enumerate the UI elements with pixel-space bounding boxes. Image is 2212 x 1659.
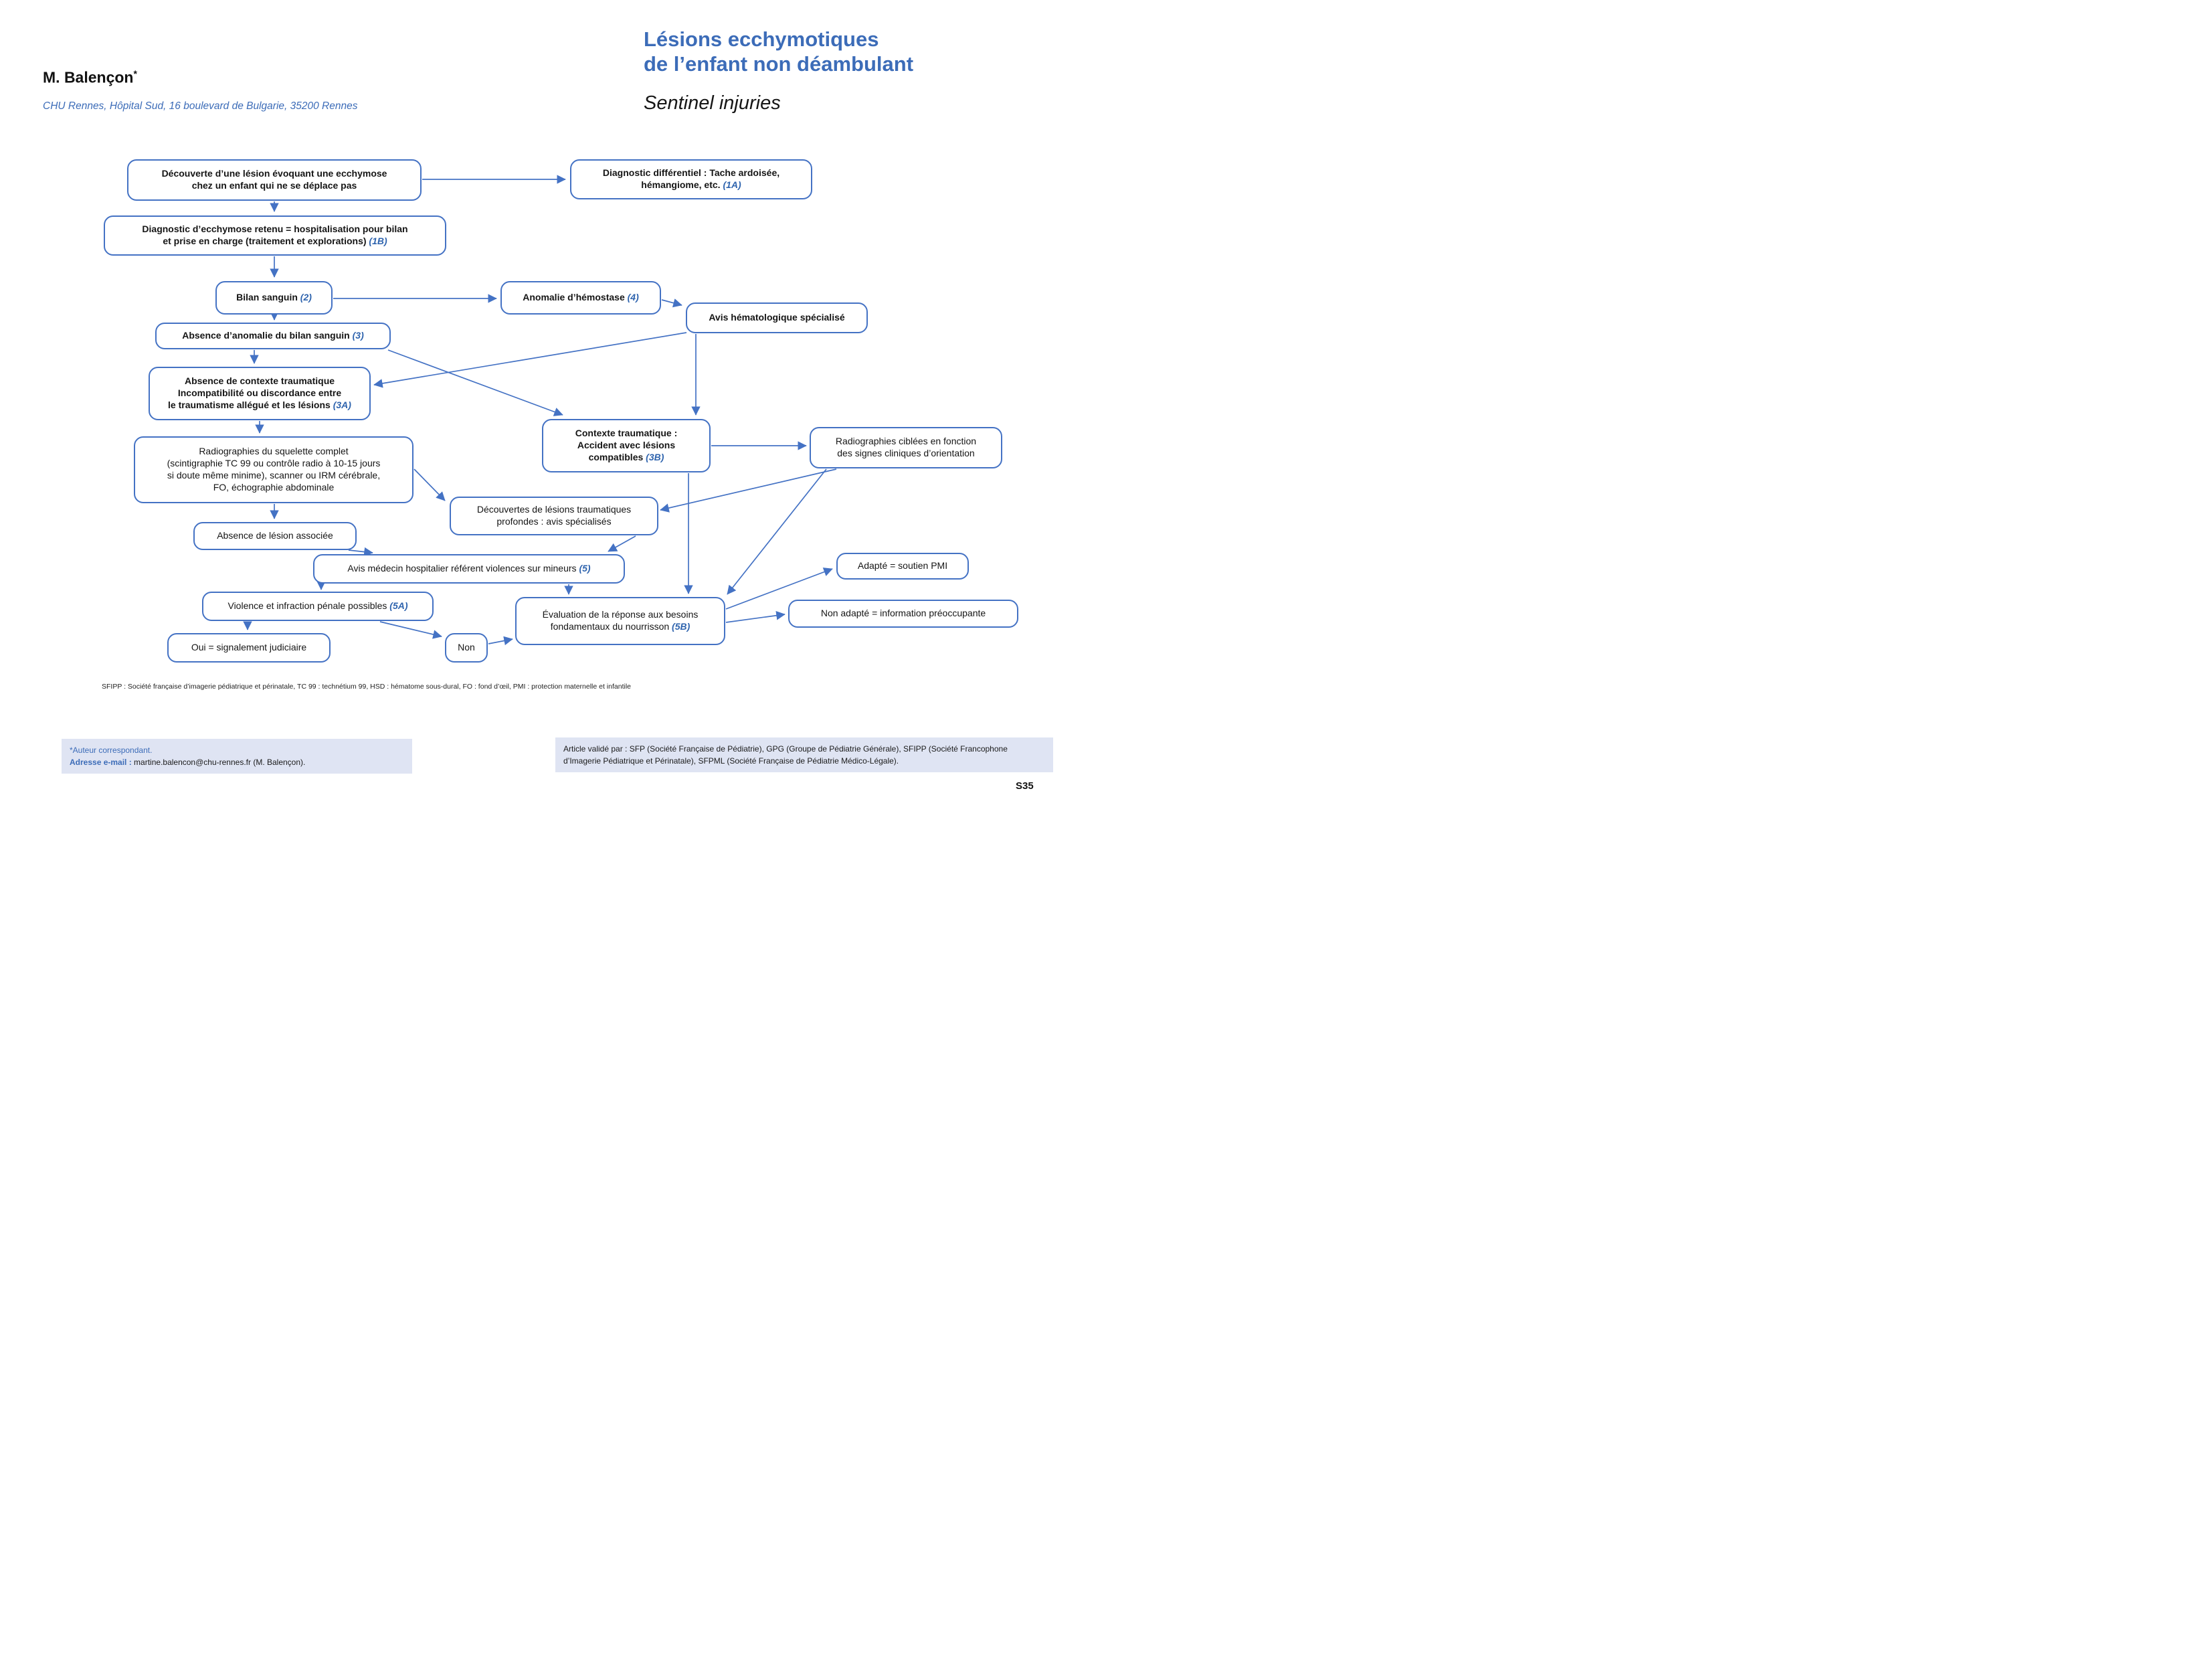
node-adapte-soutien-pmi bbox=[836, 553, 969, 580]
author-affiliation: CHU Rennes, Hôpital Sud, 16 boulevard de Bulgarie, 35200 Rennes bbox=[43, 100, 358, 112]
node-radiographies-ciblees bbox=[810, 427, 1002, 468]
node-label: Non bbox=[458, 642, 475, 653]
node-decouvertes-lesions-profondes bbox=[450, 497, 658, 535]
title-line2: de l’enfant non déambulant bbox=[644, 52, 914, 76]
node-label: Absence d’anomalie du bilan sanguin (3) bbox=[182, 330, 364, 341]
node-label: Adapté = soutien PMI bbox=[857, 560, 948, 572]
node-absence-contexte-traumatique bbox=[149, 367, 371, 420]
node-avis-hematologique bbox=[686, 302, 868, 333]
author-text: M. Balençon bbox=[43, 68, 134, 86]
node-label: Avis médecin hospitalier référent violences sur mineurs (5) bbox=[347, 563, 591, 574]
page-number: S35 bbox=[1016, 780, 1034, 792]
node-label: Absence de contexte traumatique Incompatibilité ou discordance entre le traumatisme allégué et les lésions (3A) bbox=[168, 375, 351, 410]
arrow-absence-anomalie-to-contexte bbox=[388, 350, 563, 415]
node-label: Diagnostic d’ecchymose retenu = hospitalisation pour bilan et prise en charge (traitement et explorations) (1B) bbox=[142, 224, 408, 246]
arrow-absence-lesion-to-avis-medecin bbox=[349, 550, 373, 553]
arrow-evaluation-to-nonadapte bbox=[726, 614, 785, 622]
author-name bbox=[43, 68, 137, 87]
arrow-violence-to-non bbox=[380, 622, 442, 636]
page-title bbox=[644, 27, 913, 76]
node-label: Découverte d’une lésion évoquant une ecchymose chez un enfant qui ne se déplace pas bbox=[161, 168, 387, 191]
abbreviations-footnote: SFIPP : Société française d’imagerie pédiatrique et périnatale, TC 99 : technétium 99, HSD : hématome sous-dural, FO : fond d’œil, PMI : protection maternelle et infantile bbox=[102, 683, 631, 691]
arrow-avis-hemato-to-absence-contexte bbox=[374, 333, 686, 385]
email-text: martine.balencon@chu-rennes.fr (M. Balençon). bbox=[131, 758, 306, 767]
node-label: Avis hématologique spécialisé bbox=[709, 312, 845, 323]
author-asterisk: * bbox=[133, 68, 137, 79]
node-non bbox=[445, 633, 488, 663]
node-label: Radiographies ciblées en fonction des signes cliniques d’orientation bbox=[835, 436, 977, 458]
arrow-ciblees-to-evaluation bbox=[727, 469, 826, 594]
node-oui-signalement bbox=[167, 633, 331, 663]
email-line: Adresse e-mail : martine.balencon@chu-rennes.fr (M. Balençon). bbox=[70, 758, 306, 767]
node-diagnostic-retenu bbox=[104, 215, 446, 256]
node-radiographies-squelette bbox=[134, 436, 413, 503]
node-decouverte-lesion bbox=[127, 159, 422, 201]
page-subtitle: Sentinel injuries bbox=[644, 92, 781, 114]
title-line1: Lésions ecchymotiques bbox=[644, 27, 879, 51]
node-label: Bilan sanguin (2) bbox=[236, 292, 312, 303]
node-violence-infraction bbox=[202, 592, 434, 621]
arrow-non-to-evaluation bbox=[488, 639, 513, 644]
node-contexte-traumatique bbox=[542, 419, 711, 472]
node-absence-anomalie-bilan bbox=[155, 323, 391, 349]
node-label: Radiographies du squelette complet (scintigraphie TC 99 ou contrôle radio à 10-15 jours si doute même minime), scanner ou IRM cérébrale, FO, échographie abdominale bbox=[167, 446, 381, 493]
node-label: Anomalie d’hémostase (4) bbox=[523, 292, 639, 303]
node-label: Découvertes de lésions traumatiques profondes : avis spécialisés bbox=[476, 504, 632, 527]
node-anomalie-hemostase bbox=[500, 281, 661, 315]
node-evaluation-besoins bbox=[515, 597, 725, 645]
node-non-adapte-information bbox=[788, 600, 1018, 628]
node-diagnostic-differentiel bbox=[570, 159, 812, 199]
node-label: Non adapté = information préoccupante bbox=[820, 608, 986, 619]
node-label: Diagnostic différentiel : Tache ardoisée, hémangiome, etc. (1A) bbox=[602, 167, 780, 190]
node-label: Oui = signalement judiciaire bbox=[191, 642, 307, 653]
arrow-anomalie-to-avis-hemato bbox=[662, 300, 682, 305]
correspondence-box bbox=[62, 739, 412, 774]
node-label: Évaluation de la réponse aux besoins fondamentaux du nourrisson (5B) bbox=[542, 609, 699, 632]
journal-page bbox=[0, 0, 1106, 830]
node-label: Absence de lésion associée bbox=[217, 530, 333, 541]
arrow-decouvertes-to-avis-medecin bbox=[608, 536, 636, 551]
corresponding-author-note: *Auteur correspondant. bbox=[70, 746, 153, 755]
node-label: Violence et infraction pénale possibles (5A) bbox=[227, 600, 408, 612]
arrow-squelette-to-decouvertes bbox=[414, 469, 445, 501]
node-bilan-sanguin bbox=[215, 281, 333, 315]
node-avis-medecin-referent bbox=[313, 554, 625, 584]
node-absence-lesion-associee bbox=[193, 522, 357, 550]
validation-box: Article validé par : SFP (Société Française de Pédiatrie), GPG (Groupe de Pédiatrie Générale), SFIPP (Société Francophone d’Imagerie Pédiatrique et Périnatale), SFPML (Société Française de Pédiatrie Médico-Légale). bbox=[555, 737, 1053, 772]
node-label: Contexte traumatique : Accident avec lésions compatibles (3B) bbox=[575, 428, 678, 462]
